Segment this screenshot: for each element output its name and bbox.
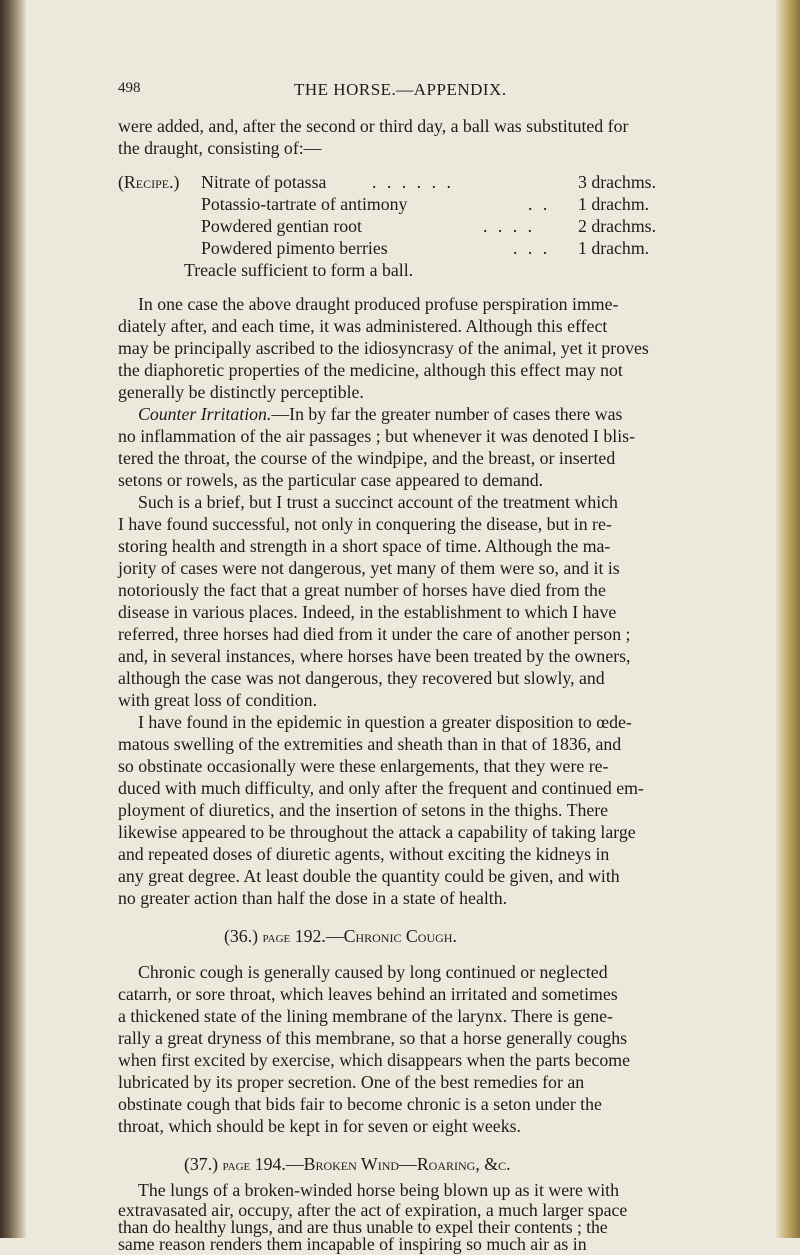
- section-title: —Broken Wind—Roaring, &c.: [285, 1154, 511, 1174]
- text-line: Chronic cough is generally caused by long continued or neglected: [138, 962, 608, 982]
- text-line: throat, which should be kept in for seven or eight weeks.: [118, 1116, 521, 1136]
- recipe-item-qty: 1 drachm.: [578, 194, 650, 214]
- text-line: with great loss of condition.: [118, 690, 318, 710]
- leader-dots: . . .: [513, 238, 551, 258]
- recipe-item-name: Powdered pimento berries: [201, 238, 388, 258]
- section-page-label: page: [262, 930, 291, 946]
- text-line: same reason renders them incapable of inspiring so much air as in: [118, 1234, 587, 1254]
- text-line: tered the throat, the course of the windpipe, and the breast, or inserted: [118, 448, 616, 468]
- section-heading-36: [224, 925, 457, 949]
- recipe-item-qty: 2 drachms.: [578, 216, 657, 236]
- text-line: when first excited by exercise, which disappears when the parts become: [118, 1050, 631, 1070]
- text-line: jority of cases were not dangerous, yet many of them were so, and it is: [118, 558, 620, 578]
- recipe-label: [118, 171, 179, 193]
- text-line: I have found successful, not only in conquering the disease, but in re-: [118, 514, 612, 534]
- text-line: [138, 403, 622, 425]
- section-number: (36.): [224, 926, 259, 946]
- text-line: setons or rowels, as the particular case appeared to demand.: [118, 470, 544, 490]
- recipe-item-name: Powdered gentian root: [201, 216, 362, 236]
- book-page-edge-right: [776, 0, 800, 1238]
- text-line: storing health and strength in a short space of time. Although the ma-: [118, 536, 611, 556]
- section-page-label: page: [222, 1158, 251, 1174]
- text-line: so obstinate occasionally were these enlargements, that they were re-: [118, 756, 609, 776]
- text-line: obstinate cough that bids fair to become chronic is a seton under the: [118, 1094, 602, 1114]
- text-line: and repeated doses of diuretic agents, without exciting the kidneys in: [118, 844, 610, 864]
- text-line: ployment of diuretics, and the insertion of setons in the thighs. There: [118, 800, 609, 820]
- text-line: lubricated by its proper secretion. One of the best remedies for an: [118, 1072, 585, 1092]
- text-line: The lungs of a broken-winded horse being blown up as it were with: [138, 1180, 619, 1200]
- section-page-ref: 192.: [294, 926, 326, 946]
- subheading-italic: Counter Irritation.: [138, 404, 272, 424]
- text-line: catarrh, or sore throat, which leaves behind an irritated and sometimes: [118, 984, 618, 1004]
- page-number: 498: [118, 80, 141, 96]
- section-title: —Chronic Cough.: [325, 926, 457, 946]
- text-line: any great degree. At least double the quantity could be given, and with: [118, 866, 620, 886]
- text-line: than do healthy lungs, and are thus unable to expel their contents ; the: [118, 1217, 608, 1237]
- text-line: referred, three horses had died from it under the care of another person ;: [118, 624, 631, 644]
- text-line: a thickened state of the lining membrane of the larynx. There is gene-: [118, 1006, 613, 1026]
- text-line: notoriously the fact that a great number of horses have died from the: [118, 580, 606, 600]
- text-line: disease in various places. Indeed, in the establishment to which I have: [118, 602, 617, 622]
- leader-dots: . .: [528, 194, 551, 214]
- recipe-item-qty: 3 drachms.: [578, 172, 657, 192]
- recipe-item-name: Potassio-tartrate of antimony: [201, 194, 408, 214]
- text-line: extravasated air, occupy, after the act of expiration, a much larger space: [118, 1200, 628, 1220]
- running-head: THE HORSE.—APPENDIX.: [294, 80, 507, 99]
- text-line: matous swelling of the extremities and sheath than in that of 1836, and: [118, 734, 622, 754]
- section-heading-37: [184, 1153, 511, 1177]
- page-header: [0, 80, 800, 104]
- recipe-item-name: Nitrate of potassa: [201, 172, 327, 192]
- text-span: —In by far the greater number of cases there was: [271, 404, 623, 424]
- text-line: the draught, consisting of:—: [118, 138, 322, 158]
- text-line: although the case was not dangerous, they recovered but slowly, and: [118, 668, 605, 688]
- text-line: no inflammation of the air passages ; but whenever it was denoted I blis-: [118, 426, 636, 446]
- text-line: likewise appeared to be throughout the attack a capability of taking large: [118, 822, 636, 842]
- text-line: the diaphoretic properties of the medicine, although this effect may not: [118, 360, 623, 380]
- section-number: (37.): [184, 1154, 219, 1174]
- text-line: In one case the above draught produced profuse perspiration imme-: [138, 294, 619, 314]
- text-line: were added, and, after the second or third day, a ball was substituted for: [118, 116, 629, 136]
- text-line: may be principally ascribed to the idiosyncrasy of the animal, yet it proves: [118, 338, 649, 358]
- recipe-note: Treacle sufficient to form a ball.: [184, 260, 414, 280]
- leader-dots: . . . . . .: [372, 172, 454, 192]
- leader-dots: . . . .: [483, 216, 536, 236]
- text-line: rally a great dryness of this membrane, so that a horse generally coughs: [118, 1028, 628, 1048]
- text-line: generally be distinctly perceptible.: [118, 382, 364, 402]
- book-gutter-left: [0, 0, 26, 1238]
- section-page-ref: 194.: [254, 1154, 286, 1174]
- text-line: I have found in the epidemic in question a greater disposition to œde-: [138, 712, 632, 732]
- text-line: and, in several instances, where horses have been treated by the owners,: [118, 646, 631, 666]
- recipe-label-text: (Recipe.): [118, 172, 180, 192]
- recipe-item-qty: 1 drachm.: [578, 238, 650, 258]
- text-line: diately after, and each time, it was administered. Although this effect: [118, 316, 608, 336]
- text-line: Such is a brief, but I trust a succinct account of the treatment which: [138, 492, 618, 512]
- text-line: no greater action than half the dose in a state of health.: [118, 888, 508, 908]
- text-line: duced with much difficulty, and only after the frequent and continued em-: [118, 778, 644, 798]
